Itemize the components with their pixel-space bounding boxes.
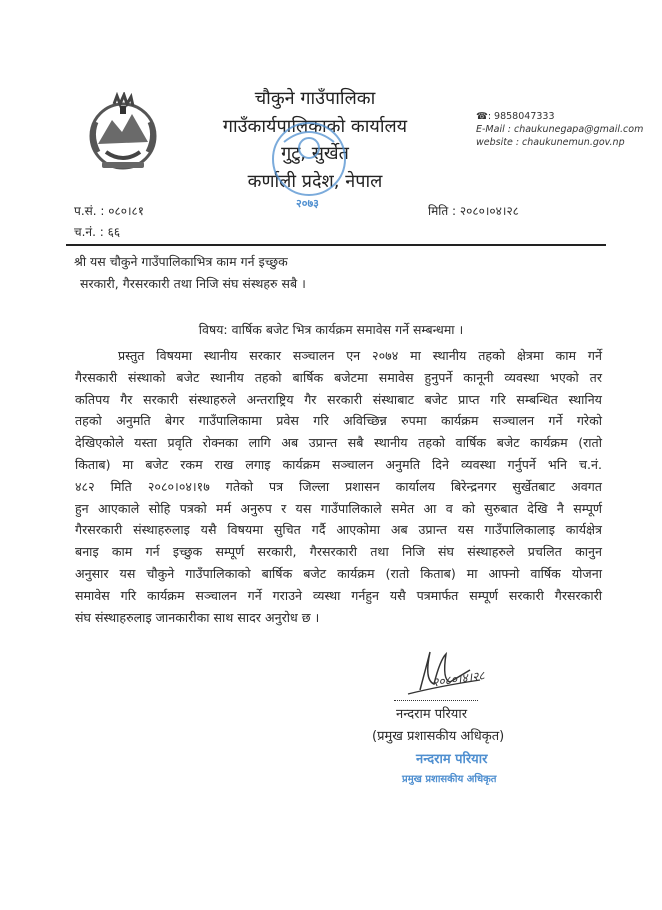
signature-date: २०८०।४।२८ (431, 668, 486, 690)
body-line: गैरसकारी संस्थाको बजेट स्थानीय तहको बार्षिक बजेटमा समावेस हुनुपर्ने कानूनी व्यवस्था भएको तर (75, 369, 602, 385)
email-address: E-Mail : chaukunegapa@gmail.com (476, 124, 644, 135)
body-line: देखिएकोले यस्ता प्रवृति रोक्नका लागि अब उप्रान्त सबै स्थानीय तहको वार्षिक बजेट कार्यक्रम (रातो (75, 435, 602, 451)
body-line: कतिपय गैर सरकारी संस्थाहरुले अन्तराष्ट्रिय गैर सरकारी संस्थाबाट बजेट प्राप्त गरि सम्बन्धित स्थानिय (75, 391, 602, 407)
addressee-line-2: सरकारी, गैरसरकारी तथा निजि संघ संस्थहरु सबै । (80, 276, 306, 291)
office-name: चौकुने गाउँपालिका (254, 88, 376, 109)
body-line: तहको अनुमति बेगर गाउँपालिकामा प्रवेस गरि अविच्छिन्न रुपमा कार्यक्रम सञ्चालन गर्ने गरेको (75, 413, 602, 429)
body-line: बनाइ काम गर्न इच्छुक सम्पूर्ण सरकारी, गैरसरकारी तथा निजि संघ संस्थाहरुले प्रचलित कानुन (75, 544, 602, 560)
nepal-government-emblem (84, 92, 162, 174)
letter-date: मिति : २०८०।०४।२८ (428, 204, 519, 218)
addressee-line-1: श्री यस चौकुने गाउँपालिकाभित्र काम गर्न इच्छुक (74, 254, 288, 269)
body-line: गैरसरकारी संस्थाहरुलाइ यसै विषयमा सुचित गर्दै आएकोमा अब उप्रान्त यस गाउँपालिकालाइ कार्यक्षेत्र (75, 522, 602, 538)
office-seal-stamp (268, 118, 350, 200)
body-line: समावेस गरि कार्यक्रम सञ्चालन गर्ने गराउने व्यस्था गर्नहुन यसै पत्रमार्फत सम्पूर्ण सरकारी गैरसरकारी (75, 587, 602, 603)
header-divider (66, 244, 606, 246)
seal-year: २०७३ (296, 197, 319, 210)
signatory-designation: (प्रमुख प्रशासकीय अधिकृत) (372, 729, 505, 744)
body-line: ४८२ मिति २०८०।०४।१७ गतेको पत्र जिल्ला प्रशासन कार्यालय बिरेन्द्रनगर सुर्खेतबाट अवगत (75, 478, 602, 494)
phone-number: ☎: 9858047333 (476, 111, 555, 122)
designation-stamp: प्रमुख प्रशासकीय अधिकृत (402, 774, 497, 785)
name-stamp: नन्दराम परियार (416, 752, 488, 767)
office-location: गुटु, सुर्खेत (281, 143, 349, 164)
office-province: कर्णाली प्रदेश, नेपाल (247, 171, 383, 192)
dispatch-number: च.नं. : ६६ (74, 225, 121, 239)
letter-number: प.सं. : ०८०।८१ (74, 204, 144, 218)
website-address: website : chaukunemun.gov.np (476, 137, 625, 148)
body-line: किताब) मा बजेट रकम राख लगाइ कार्यक्रम सञ्चालन अनुमति दिने व्यवस्था गर्नुपर्ने भनि च.नं. (75, 457, 602, 472)
body-line: प्रस्तुत विषयमा स्थानीय सरकार सञ्चालन एन २०७४ मा स्थानीय तहको क्षेत्रमा काम गर्ने (118, 348, 602, 363)
subject-line: विषय: वार्षिक बजेट भित्र कार्यक्रम समावेस गर्ने सम्बन्धमा । (198, 322, 464, 337)
signature-line (394, 700, 478, 701)
body-line: अनुसार यस चौकुने गाउँपालिकाको बार्षिक बजेट कार्यक्रम (रातो किताब) मा आफ्नो वार्षिक योजना (75, 566, 602, 581)
office-title: गाउँकार्यपालिकाको कार्यालय (222, 116, 408, 137)
body-line: हुन आएकाले सोहि पत्रको मर्म अनुरुप र यस गाउँपालिकाले समेत आ व को सुरुबात देखि नै सम्पूर्ण (75, 500, 602, 516)
signatory-name: नन्दराम परियार (396, 707, 468, 722)
body-line: संघ संस्थाहरुलाइ जानकारीका साथ सादर अनुरोध छ । (75, 609, 320, 625)
